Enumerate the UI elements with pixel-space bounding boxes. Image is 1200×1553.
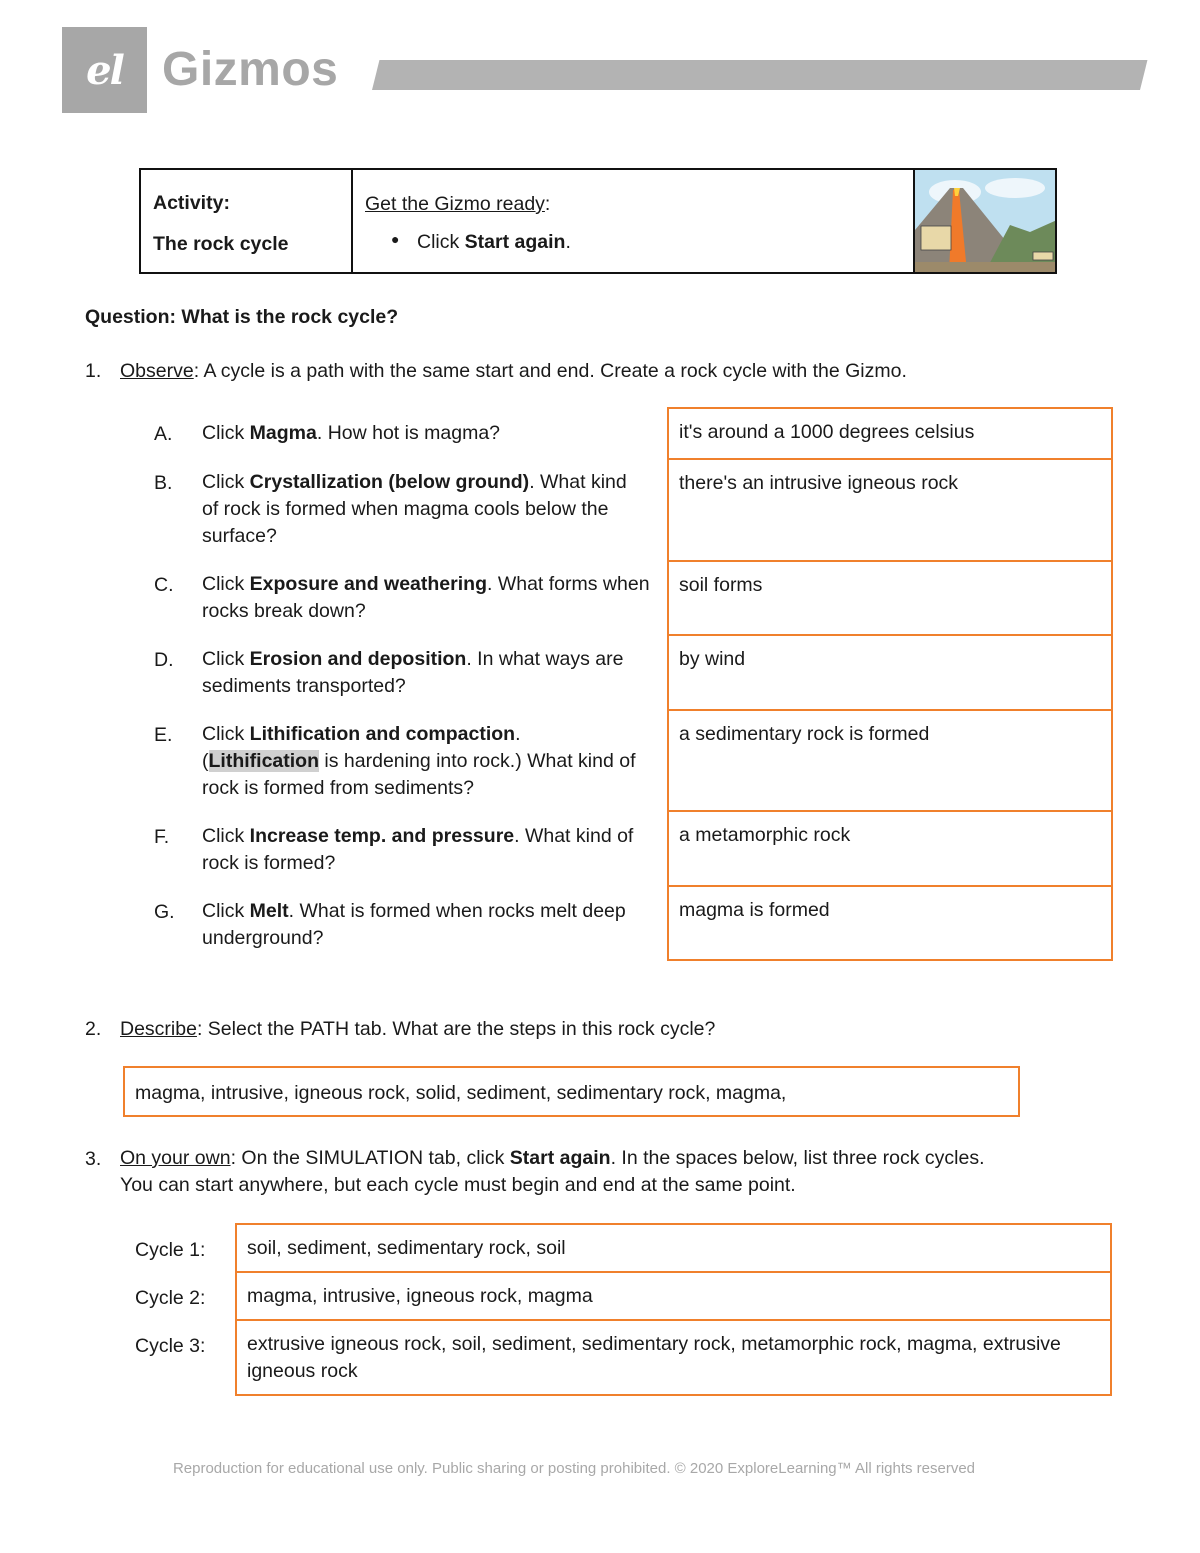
volcano-illustration	[913, 170, 1055, 272]
q1b-post: . What kind of rock is formed when magma cools below the surface?	[202, 471, 627, 547]
q1d-question	[202, 646, 657, 700]
q1a-question	[202, 420, 657, 447]
q3-text-post: . In the spaces below, list three rock cycles.	[610, 1147, 985, 1169]
q1e-answer[interactable]: a sedimentary rock is formed	[669, 711, 1111, 812]
q2-answer-box[interactable]: magma, intrusive, igneous rock, solid, sediment, sedimentary rock, magma,	[123, 1066, 1020, 1117]
bullet-dot-icon: ●	[391, 231, 400, 247]
activity-label: Activity:	[153, 192, 230, 214]
q1c-letter: C.	[154, 574, 174, 596]
q2-prompt	[120, 1018, 715, 1041]
q3-text-line2: You can start anywhere, but each cycle must begin and end at the same point.	[120, 1174, 796, 1196]
q1g-letter: G.	[154, 901, 175, 923]
q1e-pre: Click	[202, 723, 250, 745]
bullet-text-pre: Click	[417, 231, 465, 253]
q2-text: : Select the PATH tab. What are the steps in this rock cycle?	[196, 1018, 716, 1040]
q1g-post: . What is formed when rocks melt deep underground?	[202, 900, 626, 949]
q1b-question	[202, 469, 642, 550]
q1f-post: . What kind of rock is formed?	[202, 825, 634, 874]
activity-table	[139, 168, 1057, 274]
q1a-pre: Click	[202, 422, 250, 444]
q1d-answer[interactable]: by wind	[669, 636, 1111, 711]
cycle-1-label: Cycle 1:	[135, 1239, 206, 1261]
q1g-pre: Click	[202, 900, 250, 922]
volcano-image	[915, 170, 1055, 272]
q1d-pre: Click	[202, 648, 250, 670]
header-bar	[372, 60, 1147, 90]
q1b-letter: B.	[154, 472, 173, 494]
q1c-post: . What forms when rocks break down?	[202, 573, 650, 622]
q1d-bold: Erosion and deposition	[249, 648, 467, 670]
q1e-bold: Lithification and compaction	[249, 723, 516, 745]
q1c-bold: Exposure and weathering	[249, 573, 487, 595]
q2-label: Describe	[120, 1018, 197, 1040]
q1-answer-table	[667, 407, 1113, 961]
q1-label: Observe	[120, 360, 194, 382]
q1b-answer[interactable]: there's an intrusive igneous rock	[669, 460, 1111, 562]
q1d-letter: D.	[154, 649, 174, 671]
q1f-letter: F.	[154, 826, 170, 848]
q1e-letter: E.	[154, 724, 173, 746]
q1c-pre: Click	[202, 573, 250, 595]
get-ready-bullet	[391, 231, 571, 254]
q3-text-pre: : On the SIMULATION tab, click	[230, 1147, 510, 1169]
q1f-bold: Increase temp. and pressure	[249, 825, 515, 847]
q1f-pre: Click	[202, 825, 250, 847]
q1-text: : A cycle is a path with the same start and end. Create a rock cycle with the Gizmo.	[193, 360, 907, 382]
q1e-question	[202, 721, 642, 802]
q1e-highlight-word: Lithification	[208, 750, 319, 772]
q3-answer-table	[235, 1223, 1112, 1396]
q3-prompt	[120, 1145, 1120, 1199]
q3-label: On your own	[120, 1147, 231, 1169]
bullet-text-bold: Start again	[464, 231, 566, 253]
q1a-letter: A.	[154, 423, 173, 445]
q1c-question	[202, 571, 657, 625]
footer-copyright: Reproduction for educational use only. Public sharing or posting prohibited. © 2020 ExploreLearning™ All rights reserved	[172, 1460, 976, 1477]
get-ready-heading	[365, 193, 550, 216]
q1g-question	[202, 898, 642, 952]
q1e-paren: (	[202, 750, 209, 772]
q3-text-bold: Start again	[509, 1147, 611, 1169]
q1-number: 1.	[85, 360, 102, 382]
q2-number: 2.	[85, 1018, 102, 1040]
q1d-post: . In what ways are sediments transported?	[202, 648, 624, 697]
q1e-post: .	[515, 723, 521, 745]
q1g-answer[interactable]: magma is formed	[679, 899, 830, 921]
q1g-bold: Melt	[249, 900, 289, 922]
q3-number: 3.	[85, 1148, 102, 1170]
q1-prompt	[120, 360, 907, 383]
q1b-bold: Crystallization (below ground)	[249, 471, 530, 493]
q1c-answer[interactable]: soil forms	[669, 562, 1111, 636]
activity-title: The rock cycle	[153, 233, 289, 255]
logo-glyph: el	[86, 46, 123, 94]
get-ready-label: Get the Gizmo ready	[365, 193, 545, 215]
q1f-answer[interactable]: a metamorphic rock	[669, 812, 1111, 887]
q1a-answer[interactable]: it's around a 1000 degrees celsius	[669, 409, 1111, 460]
bullet-text-post: .	[565, 231, 571, 253]
activity-label-cell	[141, 170, 353, 272]
q1e-definition: is hardening into rock.) What kind of rock is formed from sediments?	[202, 750, 636, 799]
question-heading: Question: What is the rock cycle?	[85, 306, 399, 328]
q1f-question	[202, 823, 662, 877]
cycle-3-answer[interactable]: extrusive igneous rock, soil, sediment, sedimentary rock, metamorphic rock, magma, extrusive igneous rock	[247, 1333, 1061, 1382]
q1a-bold: Magma	[249, 422, 317, 444]
q1b-pre: Click	[202, 471, 250, 493]
cycle-3-label: Cycle 3:	[135, 1335, 206, 1357]
get-ready-colon: :	[544, 193, 551, 215]
q1a-post: . How hot is magma?	[316, 422, 501, 444]
cycle-2-label: Cycle 2:	[135, 1287, 206, 1309]
cycle-1-answer[interactable]: soil, sediment, sedimentary rock, soil	[237, 1225, 1110, 1273]
brand-name: Gizmos	[162, 43, 339, 96]
cycle-2-answer[interactable]: magma, intrusive, igneous rock, magma	[237, 1273, 1110, 1321]
gizmos-logo-mark	[62, 27, 147, 113]
